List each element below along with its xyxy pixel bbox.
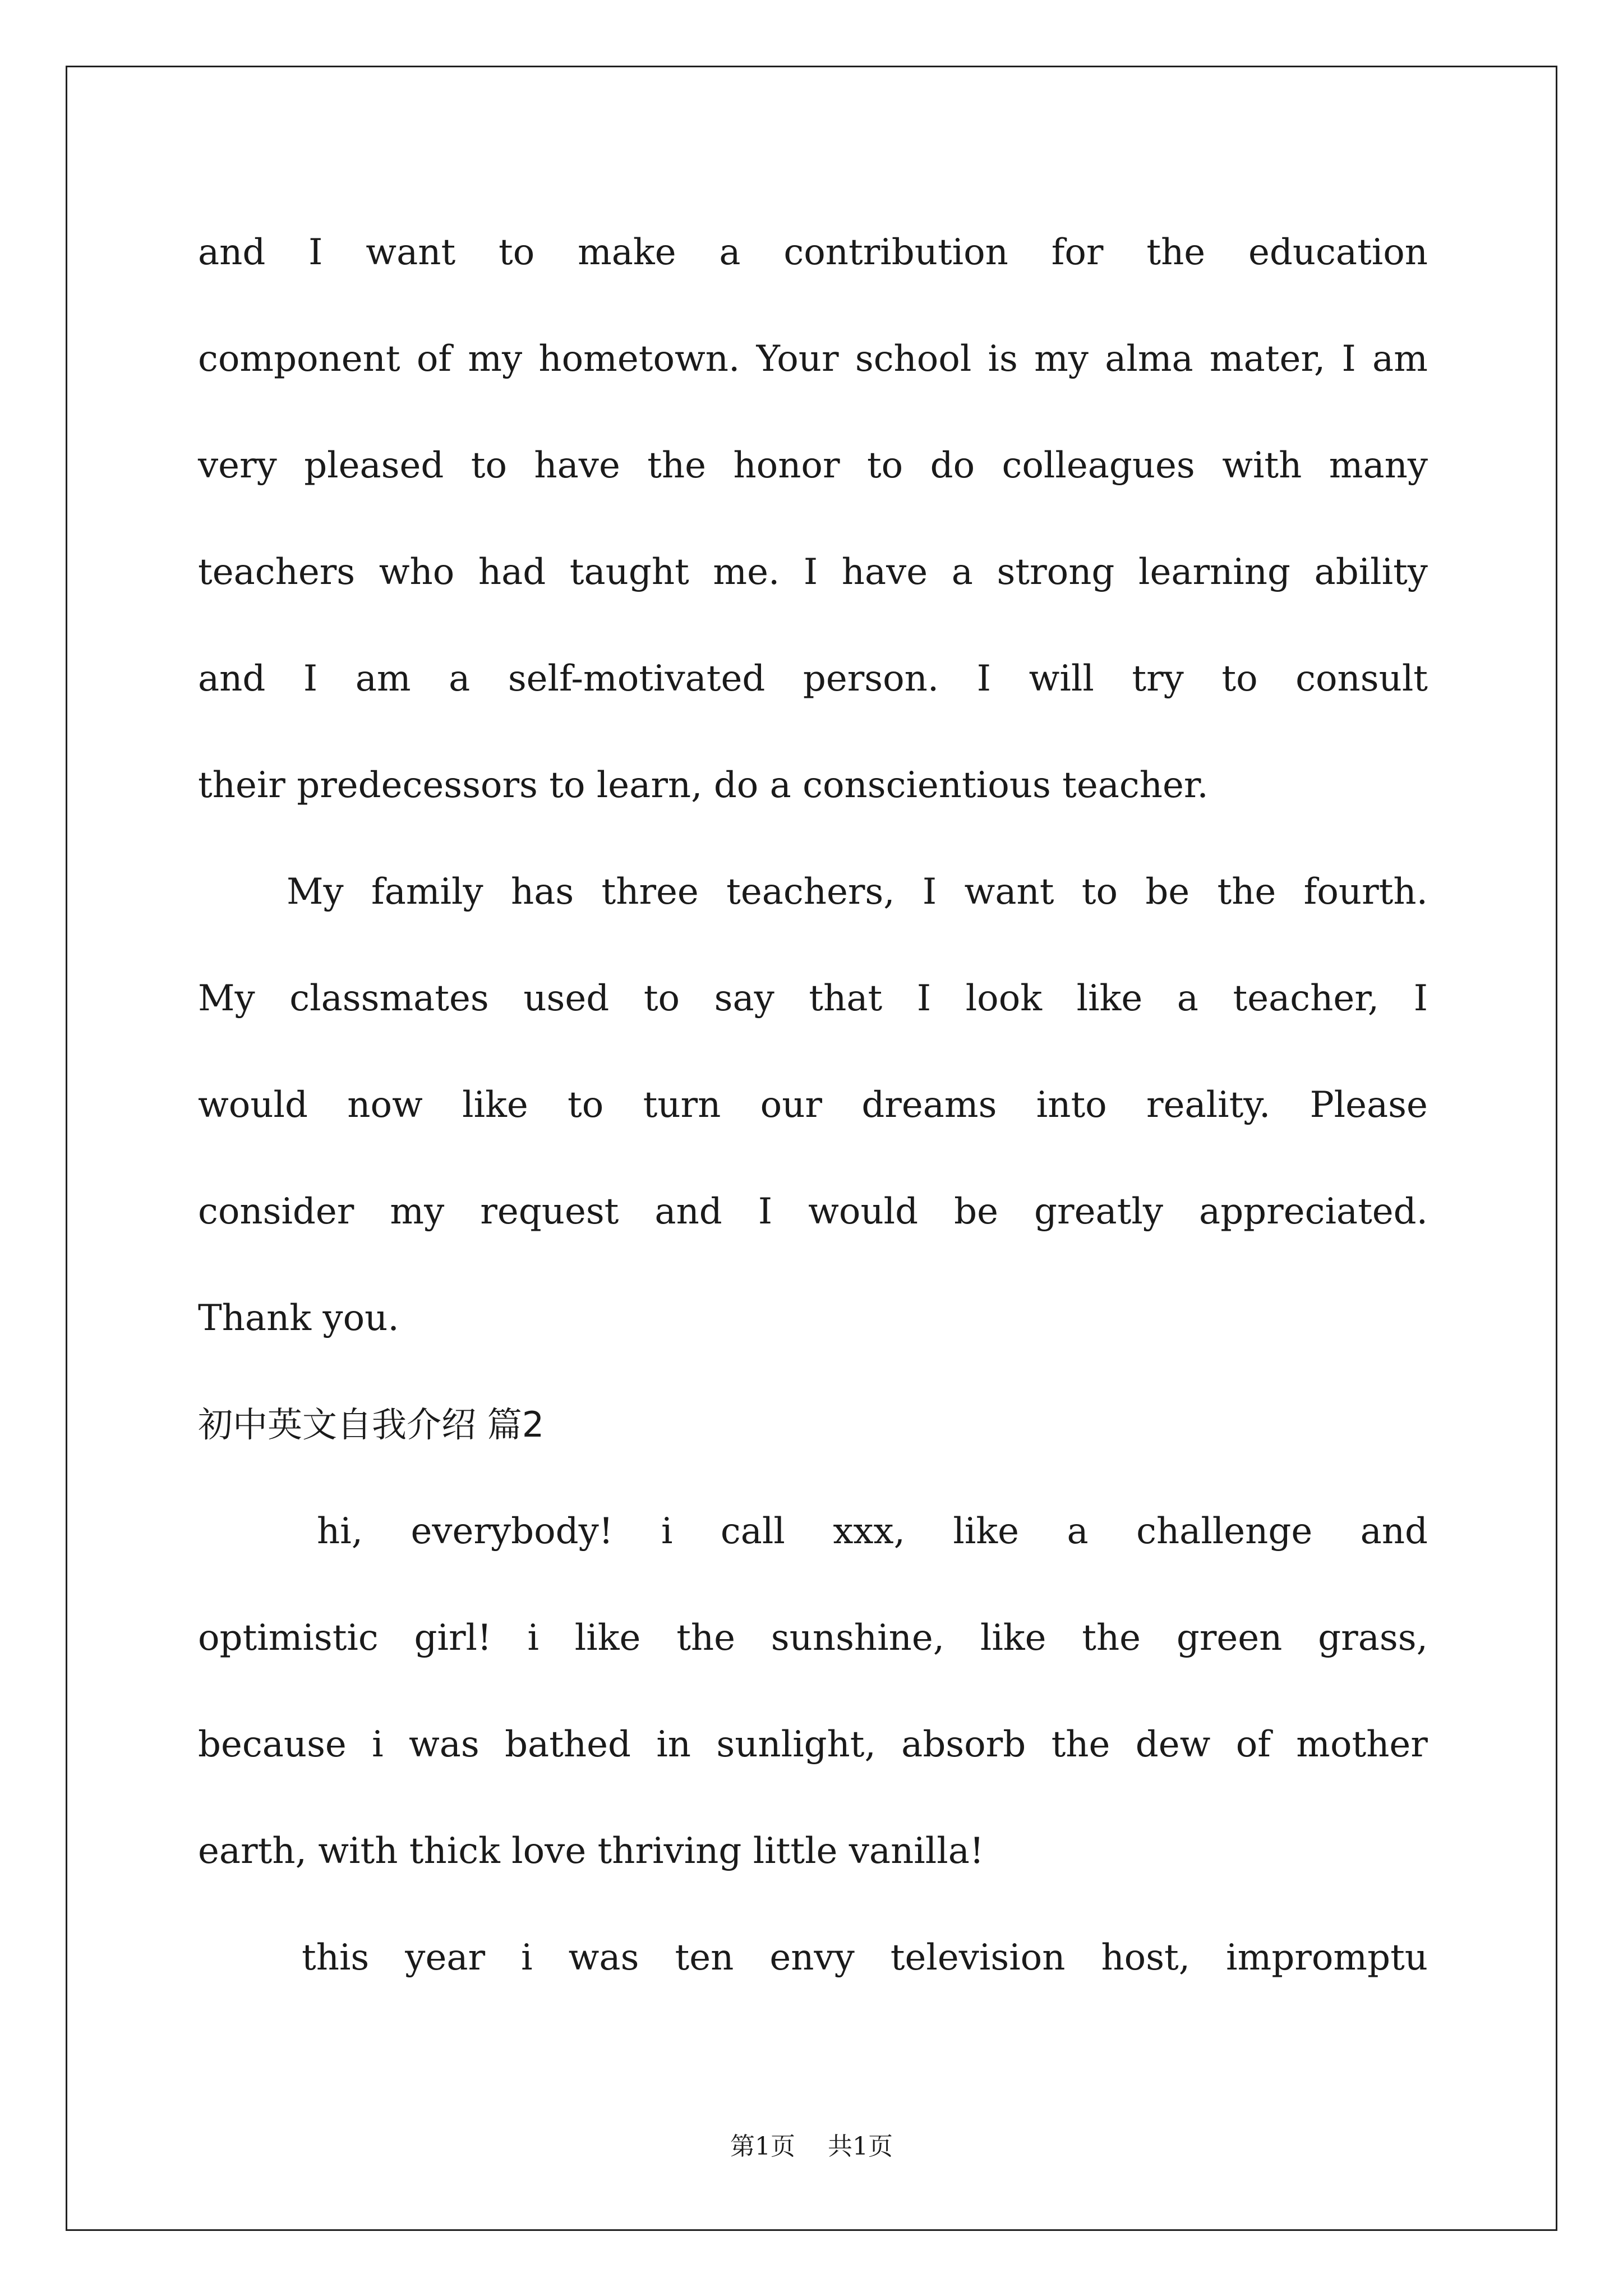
word: our — [760, 1084, 822, 1126]
word: education — [1248, 232, 1428, 273]
word: do — [930, 445, 975, 486]
word: like — [953, 1511, 1019, 1552]
word: a — [719, 232, 741, 273]
word: Please — [1310, 1084, 1428, 1126]
word: used — [523, 978, 610, 1019]
word: My — [287, 871, 344, 913]
text-line — [198, 853, 1428, 959]
text-line — [198, 533, 1428, 639]
word: of — [1235, 1724, 1271, 1765]
word: to — [643, 978, 680, 1019]
word: to — [471, 445, 507, 486]
word: family — [371, 871, 483, 913]
word: am — [355, 658, 411, 700]
word: teachers, — [726, 871, 895, 913]
word: bathed — [505, 1724, 631, 1765]
word: like — [1076, 978, 1143, 1019]
page-number: 第1页 — [730, 2132, 795, 2161]
word: three — [601, 871, 699, 913]
word: envy — [769, 1937, 855, 1978]
word: request — [480, 1191, 619, 1232]
page-footer — [0, 2126, 1623, 2162]
word: I — [1413, 978, 1428, 1019]
word: television — [890, 1937, 1066, 1978]
word: was — [568, 1937, 639, 1978]
word: like — [574, 1617, 641, 1659]
word: optimistic — [198, 1617, 379, 1659]
word: reality. — [1146, 1084, 1271, 1126]
word: mother — [1296, 1724, 1428, 1765]
text-line — [198, 1172, 1428, 1279]
word: and — [654, 1191, 722, 1232]
word: impromptu — [1226, 1937, 1428, 1978]
word: would — [808, 1191, 919, 1232]
word: have — [841, 551, 928, 593]
word: girl! — [414, 1617, 492, 1659]
word: the — [647, 445, 707, 486]
word: because — [198, 1724, 347, 1765]
word: look — [965, 978, 1042, 1019]
word: grass, — [1318, 1617, 1428, 1659]
word: the — [1146, 232, 1206, 273]
word: alma — [1105, 338, 1193, 380]
word: green — [1176, 1617, 1283, 1659]
word: self-motivated — [508, 658, 766, 700]
word: absorb — [901, 1724, 1026, 1765]
word: dreams — [861, 1084, 997, 1126]
word: to — [1221, 658, 1258, 700]
text-line: Thank you. — [198, 1297, 399, 1339]
word: make — [578, 232, 676, 273]
text-line — [198, 1918, 1428, 2025]
text-line — [198, 1599, 1428, 1705]
word: I — [976, 658, 992, 700]
word: I — [308, 232, 323, 273]
word: be — [954, 1191, 998, 1232]
word: dew — [1135, 1724, 1211, 1765]
word: i — [661, 1511, 673, 1552]
word: I — [916, 978, 932, 1019]
word: want — [366, 232, 456, 273]
word: school — [855, 338, 972, 380]
word: to — [866, 445, 903, 486]
word: my — [1034, 338, 1089, 380]
word: and — [1360, 1511, 1428, 1552]
word: want — [964, 871, 1054, 913]
word: I — [303, 658, 318, 700]
word: i — [372, 1724, 384, 1765]
text-line — [198, 959, 1428, 1066]
word: a — [1067, 1511, 1089, 1552]
word: I — [803, 551, 818, 593]
word: honor — [733, 445, 840, 486]
word: classmates — [289, 978, 489, 1019]
word: to — [498, 232, 535, 273]
word: teacher, — [1233, 978, 1380, 1019]
word: has — [510, 871, 574, 913]
word: a — [951, 551, 973, 593]
word: ability — [1314, 551, 1428, 593]
word: in — [656, 1724, 691, 1765]
word: was — [408, 1724, 479, 1765]
word: sunlight, — [716, 1724, 876, 1765]
word: turn — [643, 1084, 721, 1126]
word: had — [478, 551, 546, 593]
section-heading: 初中英文自我介绍 篇2 — [198, 1404, 545, 1445]
word: with — [1222, 445, 1302, 486]
word: strong — [997, 551, 1115, 593]
word: have — [534, 445, 620, 486]
word: will — [1029, 658, 1094, 700]
word: sunshine, — [771, 1617, 945, 1659]
text-line — [198, 639, 1428, 746]
word: contribution — [783, 232, 1008, 273]
word: taught — [569, 551, 689, 593]
word: host, — [1101, 1937, 1191, 1978]
word: xxx, — [833, 1511, 905, 1552]
word: I — [758, 1191, 773, 1232]
word: hometown. — [538, 338, 740, 380]
word: my — [390, 1191, 445, 1232]
text-line: earth, with thick love thriving little vanilla! — [198, 1830, 984, 1872]
word: many — [1329, 445, 1428, 486]
word: challenge — [1136, 1511, 1313, 1552]
word: like — [462, 1084, 528, 1126]
word: appreciated. — [1199, 1191, 1428, 1232]
word: and — [198, 658, 266, 700]
word: consult — [1295, 658, 1428, 700]
word: fourth. — [1303, 871, 1428, 913]
word: of — [416, 338, 452, 380]
word: to — [568, 1084, 604, 1126]
word: try — [1132, 658, 1184, 700]
text-line — [198, 320, 1428, 426]
word: and — [198, 232, 266, 273]
word: into — [1036, 1084, 1107, 1126]
word: I — [922, 871, 937, 913]
word: teachers — [198, 551, 356, 593]
document-body — [198, 213, 1428, 2025]
word: everybody! — [411, 1511, 614, 1552]
word: this — [302, 1937, 370, 1978]
word: like — [980, 1617, 1046, 1659]
word: for — [1051, 232, 1104, 273]
word: the — [1217, 871, 1276, 913]
text-line — [198, 1066, 1428, 1172]
word: would — [198, 1084, 308, 1126]
word: My — [198, 978, 255, 1019]
word: I — [1341, 338, 1356, 380]
word: say — [714, 978, 774, 1019]
word: component — [198, 338, 400, 380]
word: am — [1372, 338, 1428, 380]
word: pleased — [304, 445, 444, 486]
text-line — [198, 213, 1428, 320]
word: me. — [713, 551, 780, 593]
page-total: 共1页 — [828, 2132, 893, 2161]
word: to — [1081, 871, 1118, 913]
word: greatly — [1034, 1191, 1163, 1232]
word: call — [720, 1511, 785, 1552]
word: i — [521, 1937, 533, 1978]
word: very — [198, 445, 277, 486]
text-line — [198, 1705, 1428, 1812]
word: mater, — [1209, 338, 1326, 380]
word: the — [1051, 1724, 1110, 1765]
word: i — [527, 1617, 539, 1659]
text-line — [198, 1492, 1428, 1599]
word: is — [988, 338, 1018, 380]
text-line: their predecessors to learn, do a conscientious teacher. — [198, 765, 1209, 806]
word: my — [468, 338, 523, 380]
word: year — [405, 1937, 486, 1978]
word: be — [1145, 871, 1190, 913]
text-line — [198, 426, 1428, 533]
word: hi, — [317, 1511, 363, 1552]
word: now — [347, 1084, 423, 1126]
word: a — [1177, 978, 1198, 1019]
word: ten — [675, 1937, 734, 1978]
word: that — [809, 978, 883, 1019]
word: who — [379, 551, 455, 593]
word: the — [1082, 1617, 1141, 1659]
word: a — [449, 658, 471, 700]
word: the — [676, 1617, 735, 1659]
word: Your — [756, 338, 839, 380]
word: learning — [1138, 551, 1290, 593]
word: person. — [803, 658, 939, 700]
word: consider — [198, 1191, 354, 1232]
word: colleagues — [1002, 445, 1195, 486]
